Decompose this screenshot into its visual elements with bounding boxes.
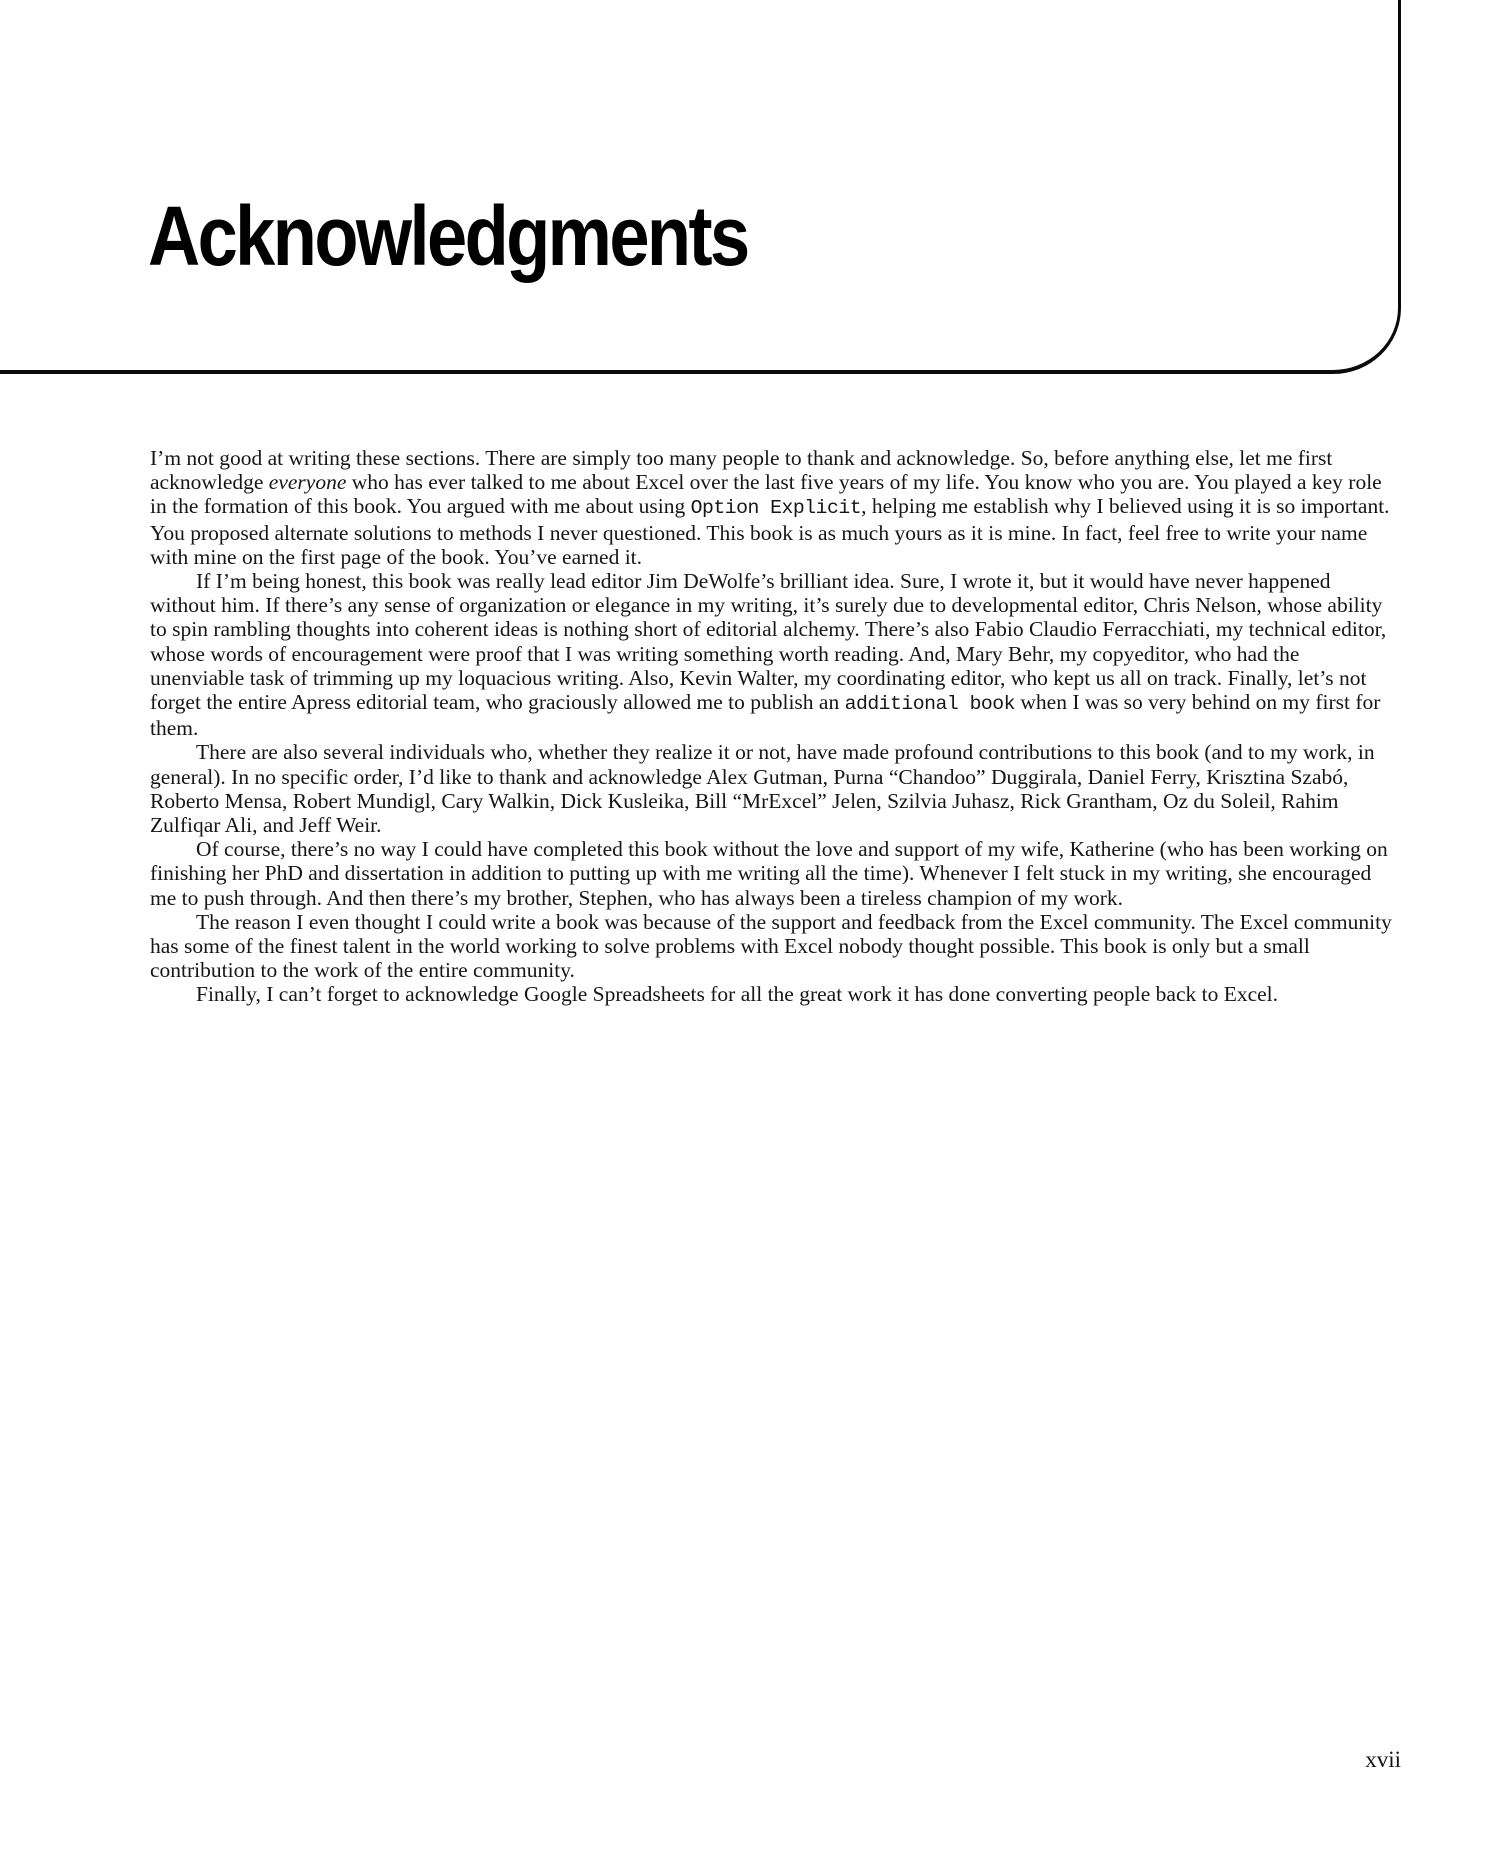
text-segment-normal: who has ever talked to me about Excel over the last five years of my life. You know who you are. You played a key role in the formation of this book. You argued with me about using <box>150 470 1382 519</box>
text-segment-normal: There are also several individuals who, whether they realize it or not, have made profound contributions to this book (and to my work, in general). In no specific order, I’d like to thank and acknowledge Alex Gutman, Purna “Chandoo” Duggirala, Daniel Ferry, Krisztina Szabó, Roberto Mensa, Robert Mundigl, Cary Walkin, Dick Kusleika, Bill “MrExcel” Jelen, Szilvia Juhasz, Rick Grantham, Oz du Soleil, Rahim Zulfiqar Ali, and Jeff Weir. <box>150 740 1375 838</box>
text-segment-italic: everyone <box>268 470 347 495</box>
text-segment-normal: If I’m being honest, this book was really lead editor Jim DeWolfe’s brilliant idea. Sure, I wrote it, but it would have never happened without him. If there’s any sense of organization or elegance in my writing, it’s surely due to developmental editor, Chris Nelson, whose ability to spin rambling thoughts into coherent ideas is nothing short of editorial alchemy. There’s also Fabio Claudio Ferracchiati, my technical editor, whose words of encouragement were proof that I was writing something worth reading. And, Mary Behr, my copyeditor, who had the unenviable task of trimming up my loquacious writing. Also, Kevin Walter, my coordinating editor, who kept us all on track. Finally, let’s not forget the entire Apress editorial team, who graciously allowed me to publish an <box>150 569 1387 715</box>
text-segment-normal: I’m not good at writing these sections. There are simply too many people to thank and acknowledge. So, before anything else, let me first acknowledge <box>150 446 1333 495</box>
paragraph <box>150 982 1393 1006</box>
chapter-opener-rule <box>0 0 1401 374</box>
paragraph <box>150 569 1393 740</box>
body-text <box>150 446 1393 1007</box>
paragraph <box>150 837 1393 910</box>
text-segment-normal: when I was so very behind on my first for them. <box>150 690 1381 741</box>
paragraph <box>150 446 1393 569</box>
text-segment-normal: , helping me establish why I believed using it is so important. You proposed alternate solutions to methods I never questioned. This book is as much yours as it is mine. In fact, feel free to write your name with mine on the first page of the book. You’ve earned it. <box>150 494 1390 569</box>
paragraph <box>150 910 1393 983</box>
text-segment-normal: Of course, there’s no way I could have completed this book without the love and support of my wife, Katherine (who has been working on finishing her PhD and dissertation in addition to putting up with me writing all the time). Whenever I felt stuck in my writing, she encouraged me to push through. And then there’s my brother, Stephen, who has always been a tireless champion of my work. <box>150 837 1388 910</box>
text-segment-code: additional book <box>844 693 1016 716</box>
text-segment-code: Option Explicit <box>690 497 862 520</box>
page-title: Acknowledgments <box>148 189 748 283</box>
text-segment-normal: Finally, I can’t forget to acknowledge Google Spreadsheets for all the great work it has done converting people back to Excel. <box>196 982 1279 1007</box>
paragraph <box>150 740 1393 837</box>
text-segment-normal: The reason I even thought I could write a book was because of the support and feedback from the Excel community. The Excel community has some of the finest talent in the world working to solve problems with Excel nobody thought possible. This book is only but a small contribution to the work of the entire community. <box>150 909 1392 983</box>
page-number: xvii <box>1365 1747 1401 1772</box>
